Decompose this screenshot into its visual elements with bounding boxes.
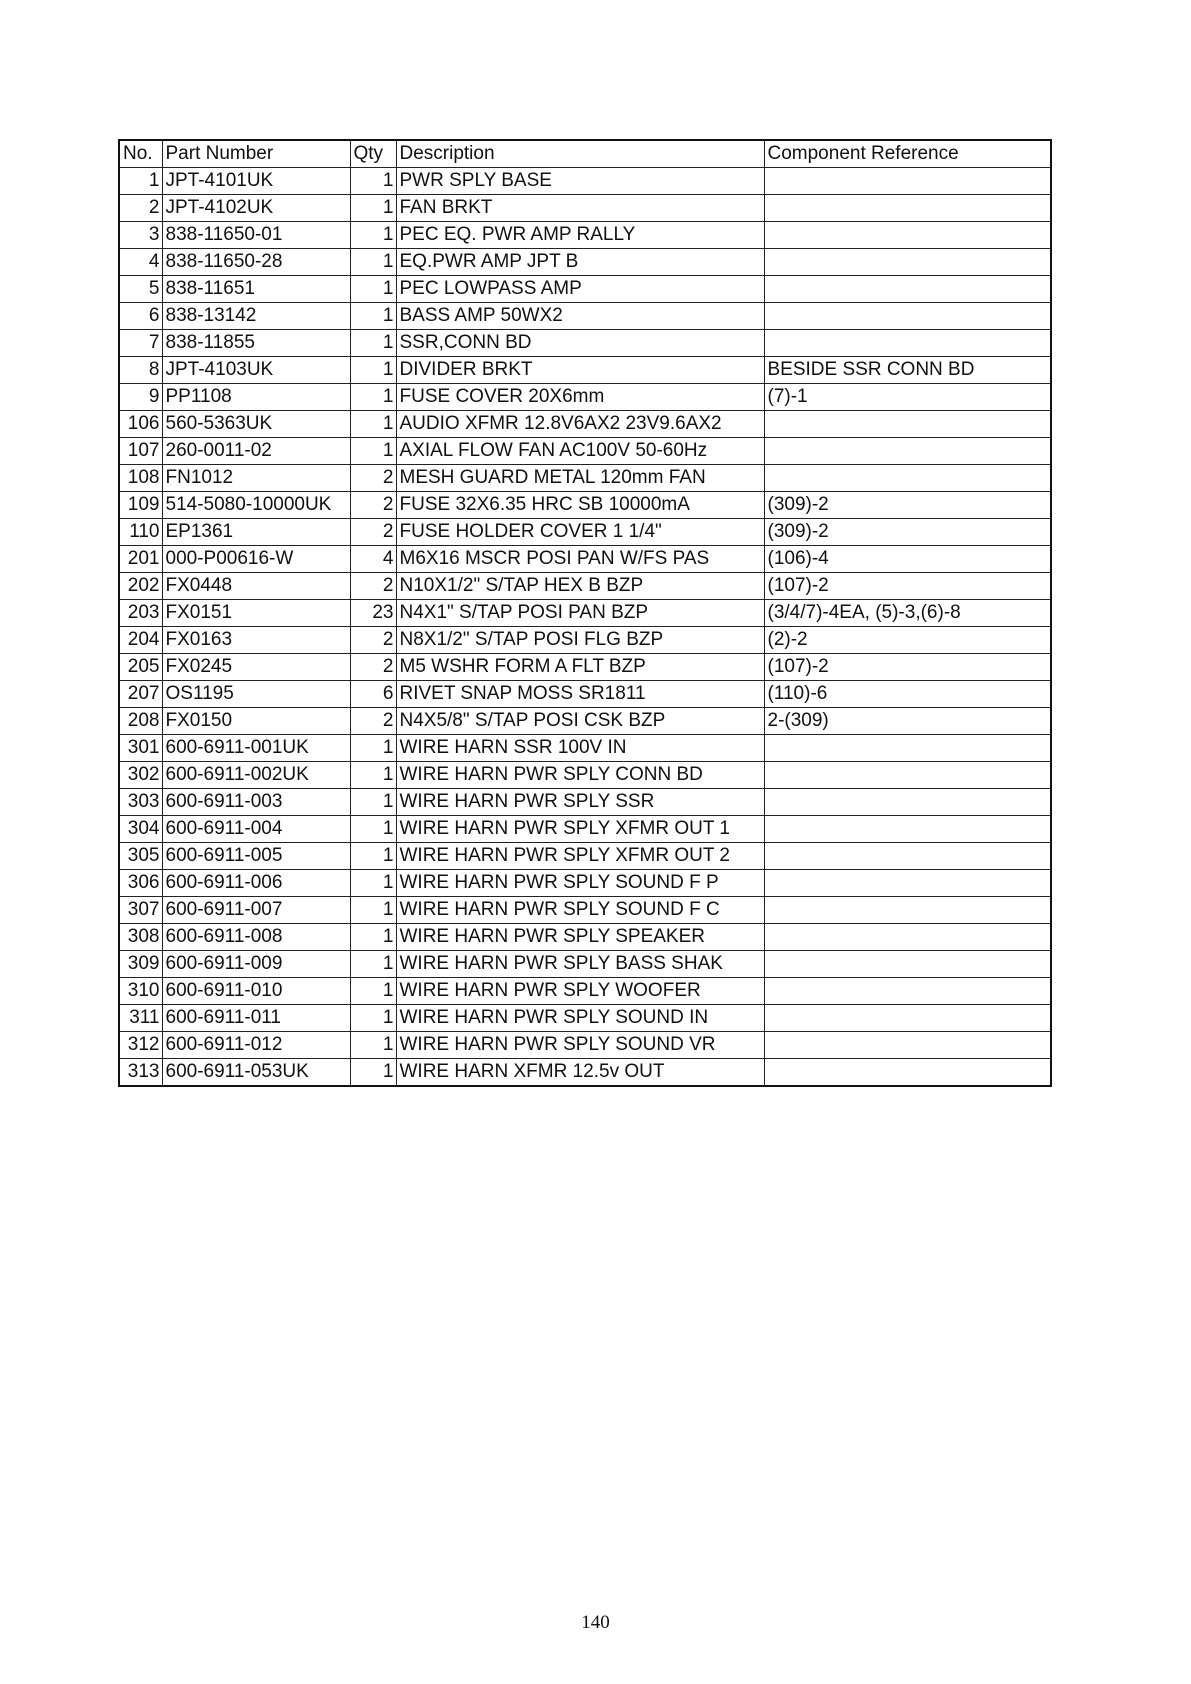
row-part-number-cell: FX0448 xyxy=(162,573,350,600)
row-no-cell: 305 xyxy=(119,843,162,870)
table-row xyxy=(119,519,1051,546)
table-row xyxy=(119,438,1051,465)
row-description-cell: WIRE HARN XFMR 12.5v OUT xyxy=(396,1059,764,1087)
row-component-reference-cell xyxy=(764,330,1051,357)
row-component-reference-cell: (106)-4 xyxy=(764,546,1051,573)
row-description-cell: DIVIDER BRKT xyxy=(396,357,764,384)
row-qty-cell: 1 xyxy=(350,924,396,951)
row-component-reference-cell xyxy=(764,303,1051,330)
row-part-number-cell: OS1195 xyxy=(162,681,350,708)
row-no-cell: 302 xyxy=(119,762,162,789)
table-row xyxy=(119,654,1051,681)
table-row xyxy=(119,1005,1051,1032)
row-component-reference-cell xyxy=(764,1059,1051,1087)
row-part-number-cell: JPT-4101UK xyxy=(162,168,350,195)
row-qty-cell: 1 xyxy=(350,762,396,789)
row-no-cell: 312 xyxy=(119,1032,162,1059)
row-qty-cell: 1 xyxy=(350,843,396,870)
row-qty-cell: 1 xyxy=(350,303,396,330)
row-part-number-cell: 838-11651 xyxy=(162,276,350,303)
row-no-cell: 2 xyxy=(119,195,162,222)
table-row xyxy=(119,222,1051,249)
header-component-reference: Component Reference xyxy=(764,140,1051,168)
row-no-cell: 307 xyxy=(119,897,162,924)
row-description-cell: PEC LOWPASS AMP xyxy=(396,276,764,303)
row-component-reference-cell xyxy=(764,249,1051,276)
row-component-reference-cell xyxy=(764,870,1051,897)
row-component-reference-cell xyxy=(764,762,1051,789)
row-no-cell: 303 xyxy=(119,789,162,816)
row-description-cell: FUSE HOLDER COVER 1 1/4" xyxy=(396,519,764,546)
row-no-cell: 203 xyxy=(119,600,162,627)
table-row xyxy=(119,789,1051,816)
row-description-cell: WIRE HARN PWR SPLY CONN BD xyxy=(396,762,764,789)
row-component-reference-cell xyxy=(764,1005,1051,1032)
row-no-cell: 202 xyxy=(119,573,162,600)
table-row xyxy=(119,249,1051,276)
row-component-reference-cell xyxy=(764,843,1051,870)
table-row xyxy=(119,195,1051,222)
table-row xyxy=(119,870,1051,897)
table-row xyxy=(119,897,1051,924)
row-qty-cell: 1 xyxy=(350,1059,396,1087)
row-no-cell: 106 xyxy=(119,411,162,438)
row-qty-cell: 1 xyxy=(350,411,396,438)
row-no-cell: 313 xyxy=(119,1059,162,1087)
row-part-number-cell: 600-6911-005 xyxy=(162,843,350,870)
row-description-cell: N8X1/2" S/TAP POSI FLG BZP xyxy=(396,627,764,654)
row-part-number-cell: 000-P00616-W xyxy=(162,546,350,573)
row-description-cell: WIRE HARN SSR 100V IN xyxy=(396,735,764,762)
table-row xyxy=(119,762,1051,789)
row-part-number-cell: 838-13142 xyxy=(162,303,350,330)
row-part-number-cell: PP1108 xyxy=(162,384,350,411)
row-no-cell: 4 xyxy=(119,249,162,276)
row-qty-cell: 1 xyxy=(350,978,396,1005)
row-no-cell: 311 xyxy=(119,1005,162,1032)
row-no-cell: 107 xyxy=(119,438,162,465)
row-part-number-cell: 260-0011-02 xyxy=(162,438,350,465)
row-component-reference-cell xyxy=(764,222,1051,249)
row-part-number-cell: 838-11855 xyxy=(162,330,350,357)
table-row xyxy=(119,735,1051,762)
row-no-cell: 204 xyxy=(119,627,162,654)
row-description-cell: AUDIO XFMR 12.8V6AX2 23V9.6AX2 xyxy=(396,411,764,438)
table-row xyxy=(119,951,1051,978)
row-qty-cell: 1 xyxy=(350,330,396,357)
row-component-reference-cell xyxy=(764,789,1051,816)
row-component-reference-cell: (309)-2 xyxy=(764,519,1051,546)
row-component-reference-cell xyxy=(764,465,1051,492)
row-part-number-cell: FX0163 xyxy=(162,627,350,654)
row-part-number-cell: FN1012 xyxy=(162,465,350,492)
row-part-number-cell: 838-11650-01 xyxy=(162,222,350,249)
row-part-number-cell: FX0151 xyxy=(162,600,350,627)
parts-list-table xyxy=(118,139,1052,1087)
row-no-cell: 109 xyxy=(119,492,162,519)
table-row xyxy=(119,1032,1051,1059)
row-description-cell: WIRE HARN PWR SPLY XFMR OUT 1 xyxy=(396,816,764,843)
table-row xyxy=(119,546,1051,573)
row-description-cell: WIRE HARN PWR SPLY XFMR OUT 2 xyxy=(396,843,764,870)
row-component-reference-cell xyxy=(764,195,1051,222)
table-row xyxy=(119,924,1051,951)
header-part-number: Part Number xyxy=(162,140,350,168)
row-no-cell: 6 xyxy=(119,303,162,330)
row-qty-cell: 2 xyxy=(350,627,396,654)
row-component-reference-cell xyxy=(764,735,1051,762)
row-description-cell: M6X16 MSCR POSI PAN W/FS PAS xyxy=(396,546,764,573)
row-description-cell: RIVET SNAP MOSS SR1811 xyxy=(396,681,764,708)
table-row xyxy=(119,465,1051,492)
row-description-cell: WIRE HARN PWR SPLY SOUND VR xyxy=(396,1032,764,1059)
row-description-cell: WIRE HARN PWR SPLY BASS SHAK xyxy=(396,951,764,978)
row-part-number-cell: 600-6911-002UK xyxy=(162,762,350,789)
table-row xyxy=(119,978,1051,1005)
table-row xyxy=(119,816,1051,843)
row-no-cell: 108 xyxy=(119,465,162,492)
table-row xyxy=(119,330,1051,357)
row-no-cell: 5 xyxy=(119,276,162,303)
row-qty-cell: 1 xyxy=(350,357,396,384)
row-component-reference-cell xyxy=(764,951,1051,978)
row-no-cell: 205 xyxy=(119,654,162,681)
row-qty-cell: 6 xyxy=(350,681,396,708)
row-part-number-cell: 600-6911-053UK xyxy=(162,1059,350,1087)
row-no-cell: 7 xyxy=(119,330,162,357)
row-part-number-cell: 600-6911-003 xyxy=(162,789,350,816)
table-row xyxy=(119,168,1051,195)
row-description-cell: MESH GUARD METAL 120mm FAN xyxy=(396,465,764,492)
row-part-number-cell: JPT-4102UK xyxy=(162,195,350,222)
table-row xyxy=(119,1059,1051,1087)
row-description-cell: SSR,CONN BD xyxy=(396,330,764,357)
row-no-cell: 8 xyxy=(119,357,162,384)
row-part-number-cell: 600-6911-010 xyxy=(162,978,350,1005)
row-part-number-cell: FX0245 xyxy=(162,654,350,681)
row-no-cell: 9 xyxy=(119,384,162,411)
table-header-row xyxy=(119,140,1051,168)
row-part-number-cell: 600-6911-004 xyxy=(162,816,350,843)
row-description-cell: M5 WSHR FORM A FLT BZP xyxy=(396,654,764,681)
row-no-cell: 308 xyxy=(119,924,162,951)
page-number: 140 xyxy=(581,1612,610,1633)
row-component-reference-cell xyxy=(764,438,1051,465)
table-row xyxy=(119,303,1051,330)
row-part-number-cell: 514-5080-10000UK xyxy=(162,492,350,519)
row-part-number-cell: 838-11650-28 xyxy=(162,249,350,276)
row-component-reference-cell: BESIDE SSR CONN BD xyxy=(764,357,1051,384)
row-no-cell: 304 xyxy=(119,816,162,843)
row-qty-cell: 1 xyxy=(350,1032,396,1059)
row-description-cell: PEC EQ. PWR AMP RALLY xyxy=(396,222,764,249)
row-qty-cell: 1 xyxy=(350,870,396,897)
table-row xyxy=(119,627,1051,654)
row-description-cell: WIRE HARN PWR SPLY WOOFER xyxy=(396,978,764,1005)
row-description-cell: FAN BRKT xyxy=(396,195,764,222)
row-qty-cell: 1 xyxy=(350,222,396,249)
table-row xyxy=(119,600,1051,627)
row-component-reference-cell: 2-(309) xyxy=(764,708,1051,735)
row-description-cell: PWR SPLY BASE xyxy=(396,168,764,195)
row-qty-cell: 1 xyxy=(350,249,396,276)
row-no-cell: 3 xyxy=(119,222,162,249)
row-qty-cell: 1 xyxy=(350,276,396,303)
table-row xyxy=(119,276,1051,303)
row-part-number-cell: 600-6911-001UK xyxy=(162,735,350,762)
row-description-cell: WIRE HARN PWR SPLY SOUND F C xyxy=(396,897,764,924)
row-component-reference-cell xyxy=(764,168,1051,195)
table-row xyxy=(119,384,1051,411)
row-description-cell: FUSE 32X6.35 HRC SB 10000mA xyxy=(396,492,764,519)
row-qty-cell: 2 xyxy=(350,573,396,600)
row-part-number-cell: 560-5363UK xyxy=(162,411,350,438)
row-part-number-cell: 600-6911-011 xyxy=(162,1005,350,1032)
row-no-cell: 201 xyxy=(119,546,162,573)
row-part-number-cell: 600-6911-008 xyxy=(162,924,350,951)
row-part-number-cell: EP1361 xyxy=(162,519,350,546)
row-qty-cell: 2 xyxy=(350,654,396,681)
row-description-cell: WIRE HARN PWR SPLY SOUND F P xyxy=(396,870,764,897)
table-row xyxy=(119,492,1051,519)
table-row xyxy=(119,411,1051,438)
row-description-cell: FUSE COVER 20X6mm xyxy=(396,384,764,411)
row-qty-cell: 2 xyxy=(350,465,396,492)
row-component-reference-cell xyxy=(764,411,1051,438)
table-row xyxy=(119,357,1051,384)
row-component-reference-cell: (7)-1 xyxy=(764,384,1051,411)
table-row xyxy=(119,708,1051,735)
row-qty-cell: 1 xyxy=(350,789,396,816)
row-no-cell: 310 xyxy=(119,978,162,1005)
row-component-reference-cell: (107)-2 xyxy=(764,654,1051,681)
row-no-cell: 309 xyxy=(119,951,162,978)
row-qty-cell: 1 xyxy=(350,195,396,222)
row-description-cell: N10X1/2" S/TAP HEX B BZP xyxy=(396,573,764,600)
row-part-number-cell: 600-6911-006 xyxy=(162,870,350,897)
row-component-reference-cell: (309)-2 xyxy=(764,492,1051,519)
row-part-number-cell: 600-6911-007 xyxy=(162,897,350,924)
row-no-cell: 1 xyxy=(119,168,162,195)
row-description-cell: WIRE HARN PWR SPLY SOUND IN xyxy=(396,1005,764,1032)
row-description-cell: BASS AMP 50WX2 xyxy=(396,303,764,330)
row-component-reference-cell xyxy=(764,897,1051,924)
row-component-reference-cell xyxy=(764,1032,1051,1059)
header-qty: Qty xyxy=(350,140,396,168)
row-description-cell: WIRE HARN PWR SPLY SPEAKER xyxy=(396,924,764,951)
row-no-cell: 207 xyxy=(119,681,162,708)
row-description-cell: EQ.PWR AMP JPT B xyxy=(396,249,764,276)
row-qty-cell: 4 xyxy=(350,546,396,573)
row-component-reference-cell xyxy=(764,978,1051,1005)
row-description-cell: AXIAL FLOW FAN AC100V 50-60Hz xyxy=(396,438,764,465)
row-qty-cell: 1 xyxy=(350,951,396,978)
row-qty-cell: 1 xyxy=(350,897,396,924)
table-row xyxy=(119,843,1051,870)
row-qty-cell: 2 xyxy=(350,492,396,519)
row-component-reference-cell xyxy=(764,924,1051,951)
row-no-cell: 306 xyxy=(119,870,162,897)
row-qty-cell: 2 xyxy=(350,708,396,735)
row-qty-cell: 1 xyxy=(350,438,396,465)
table-row xyxy=(119,573,1051,600)
row-qty-cell: 1 xyxy=(350,384,396,411)
row-qty-cell: 1 xyxy=(350,735,396,762)
row-qty-cell: 1 xyxy=(350,168,396,195)
row-component-reference-cell xyxy=(764,276,1051,303)
row-description-cell: N4X1" S/TAP POSI PAN BZP xyxy=(396,600,764,627)
row-part-number-cell: JPT-4103UK xyxy=(162,357,350,384)
row-description-cell: N4X5/8" S/TAP POSI CSK BZP xyxy=(396,708,764,735)
table-body xyxy=(119,168,1051,1087)
row-part-number-cell: FX0150 xyxy=(162,708,350,735)
row-component-reference-cell: (110)-6 xyxy=(764,681,1051,708)
row-no-cell: 301 xyxy=(119,735,162,762)
row-part-number-cell: 600-6911-009 xyxy=(162,951,350,978)
row-description-cell: WIRE HARN PWR SPLY SSR xyxy=(396,789,764,816)
row-component-reference-cell: (3/4/7)-4EA, (5)-3,(6)-8 xyxy=(764,600,1051,627)
row-qty-cell: 23 xyxy=(350,600,396,627)
header-description: Description xyxy=(396,140,764,168)
row-component-reference-cell xyxy=(764,816,1051,843)
row-qty-cell: 1 xyxy=(350,1005,396,1032)
row-component-reference-cell: (107)-2 xyxy=(764,573,1051,600)
row-no-cell: 110 xyxy=(119,519,162,546)
table-row xyxy=(119,681,1051,708)
row-qty-cell: 1 xyxy=(350,816,396,843)
row-qty-cell: 2 xyxy=(350,519,396,546)
row-part-number-cell: 600-6911-012 xyxy=(162,1032,350,1059)
row-no-cell: 208 xyxy=(119,708,162,735)
header-no: No. xyxy=(119,140,162,168)
row-component-reference-cell: (2)-2 xyxy=(764,627,1051,654)
